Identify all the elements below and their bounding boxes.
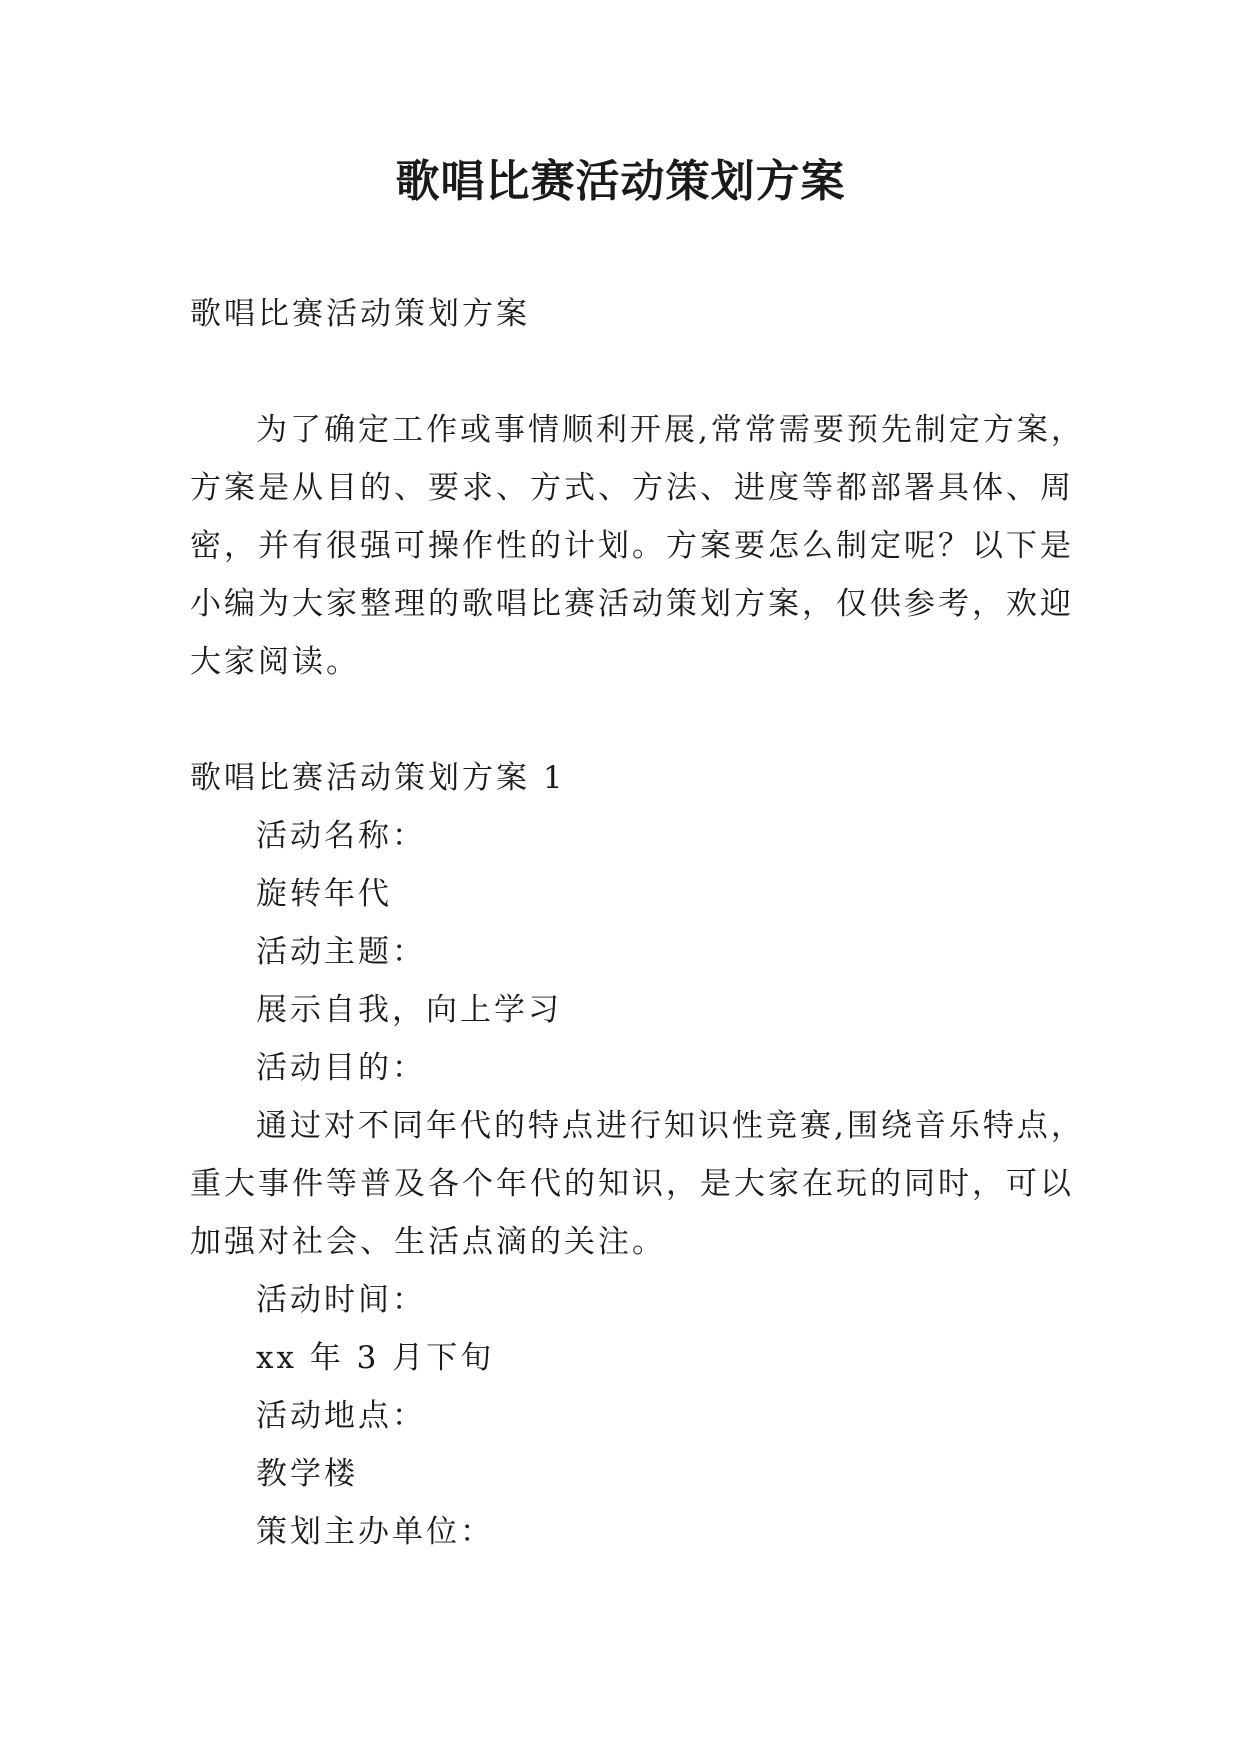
activity-name-value: 旋转年代 [256,876,392,912]
intro-line: 方案是从目的、要求、方式、方法、进度等都部署具体、周 [190,470,1074,506]
activity-purpose-line: 加强对社会、生活点滴的关注。 [190,1224,666,1260]
activity-purpose-line: 重大事件等普及各个年代的知识，是大家在玩的同时，可以 [190,1166,1074,1202]
activity-purpose-line: 通过对不同年代的特点进行知识性竞赛,围绕音乐特点， [256,1108,1085,1144]
intro-line: 为了确定工作或事情顺利开展,常常需要预先制定方案， [256,412,1085,448]
activity-purpose-label: 活动目的： [256,1050,426,1086]
organizer-label: 策划主办单位： [256,1514,494,1550]
activity-name-label: 活动名称： [256,818,426,854]
activity-theme-value: 展示自我，向上学习 [256,992,562,1028]
activity-time-label: 活动时间： [256,1282,426,1318]
intro-line: 小编为大家整理的歌唱比赛活动策划方案，仅供参考，欢迎 [190,586,1074,622]
document-subtitle: 歌唱比赛活动策划方案 [190,296,530,332]
activity-time-value: xx 年 3 月下旬 [256,1340,495,1376]
intro-line: 密，并有很强可操作性的计划。方案要怎么制定呢？以下是 [190,528,1074,564]
intro-line: 大家阅读。 [190,644,360,680]
activity-location-label: 活动地点： [256,1398,426,1434]
page-title: 歌唱比赛活动策划方案 [395,156,846,207]
activity-theme-label: 活动主题： [256,934,426,970]
activity-location-value: 教学楼 [256,1456,358,1492]
section-heading: 歌唱比赛活动策划方案 1 [190,760,566,796]
